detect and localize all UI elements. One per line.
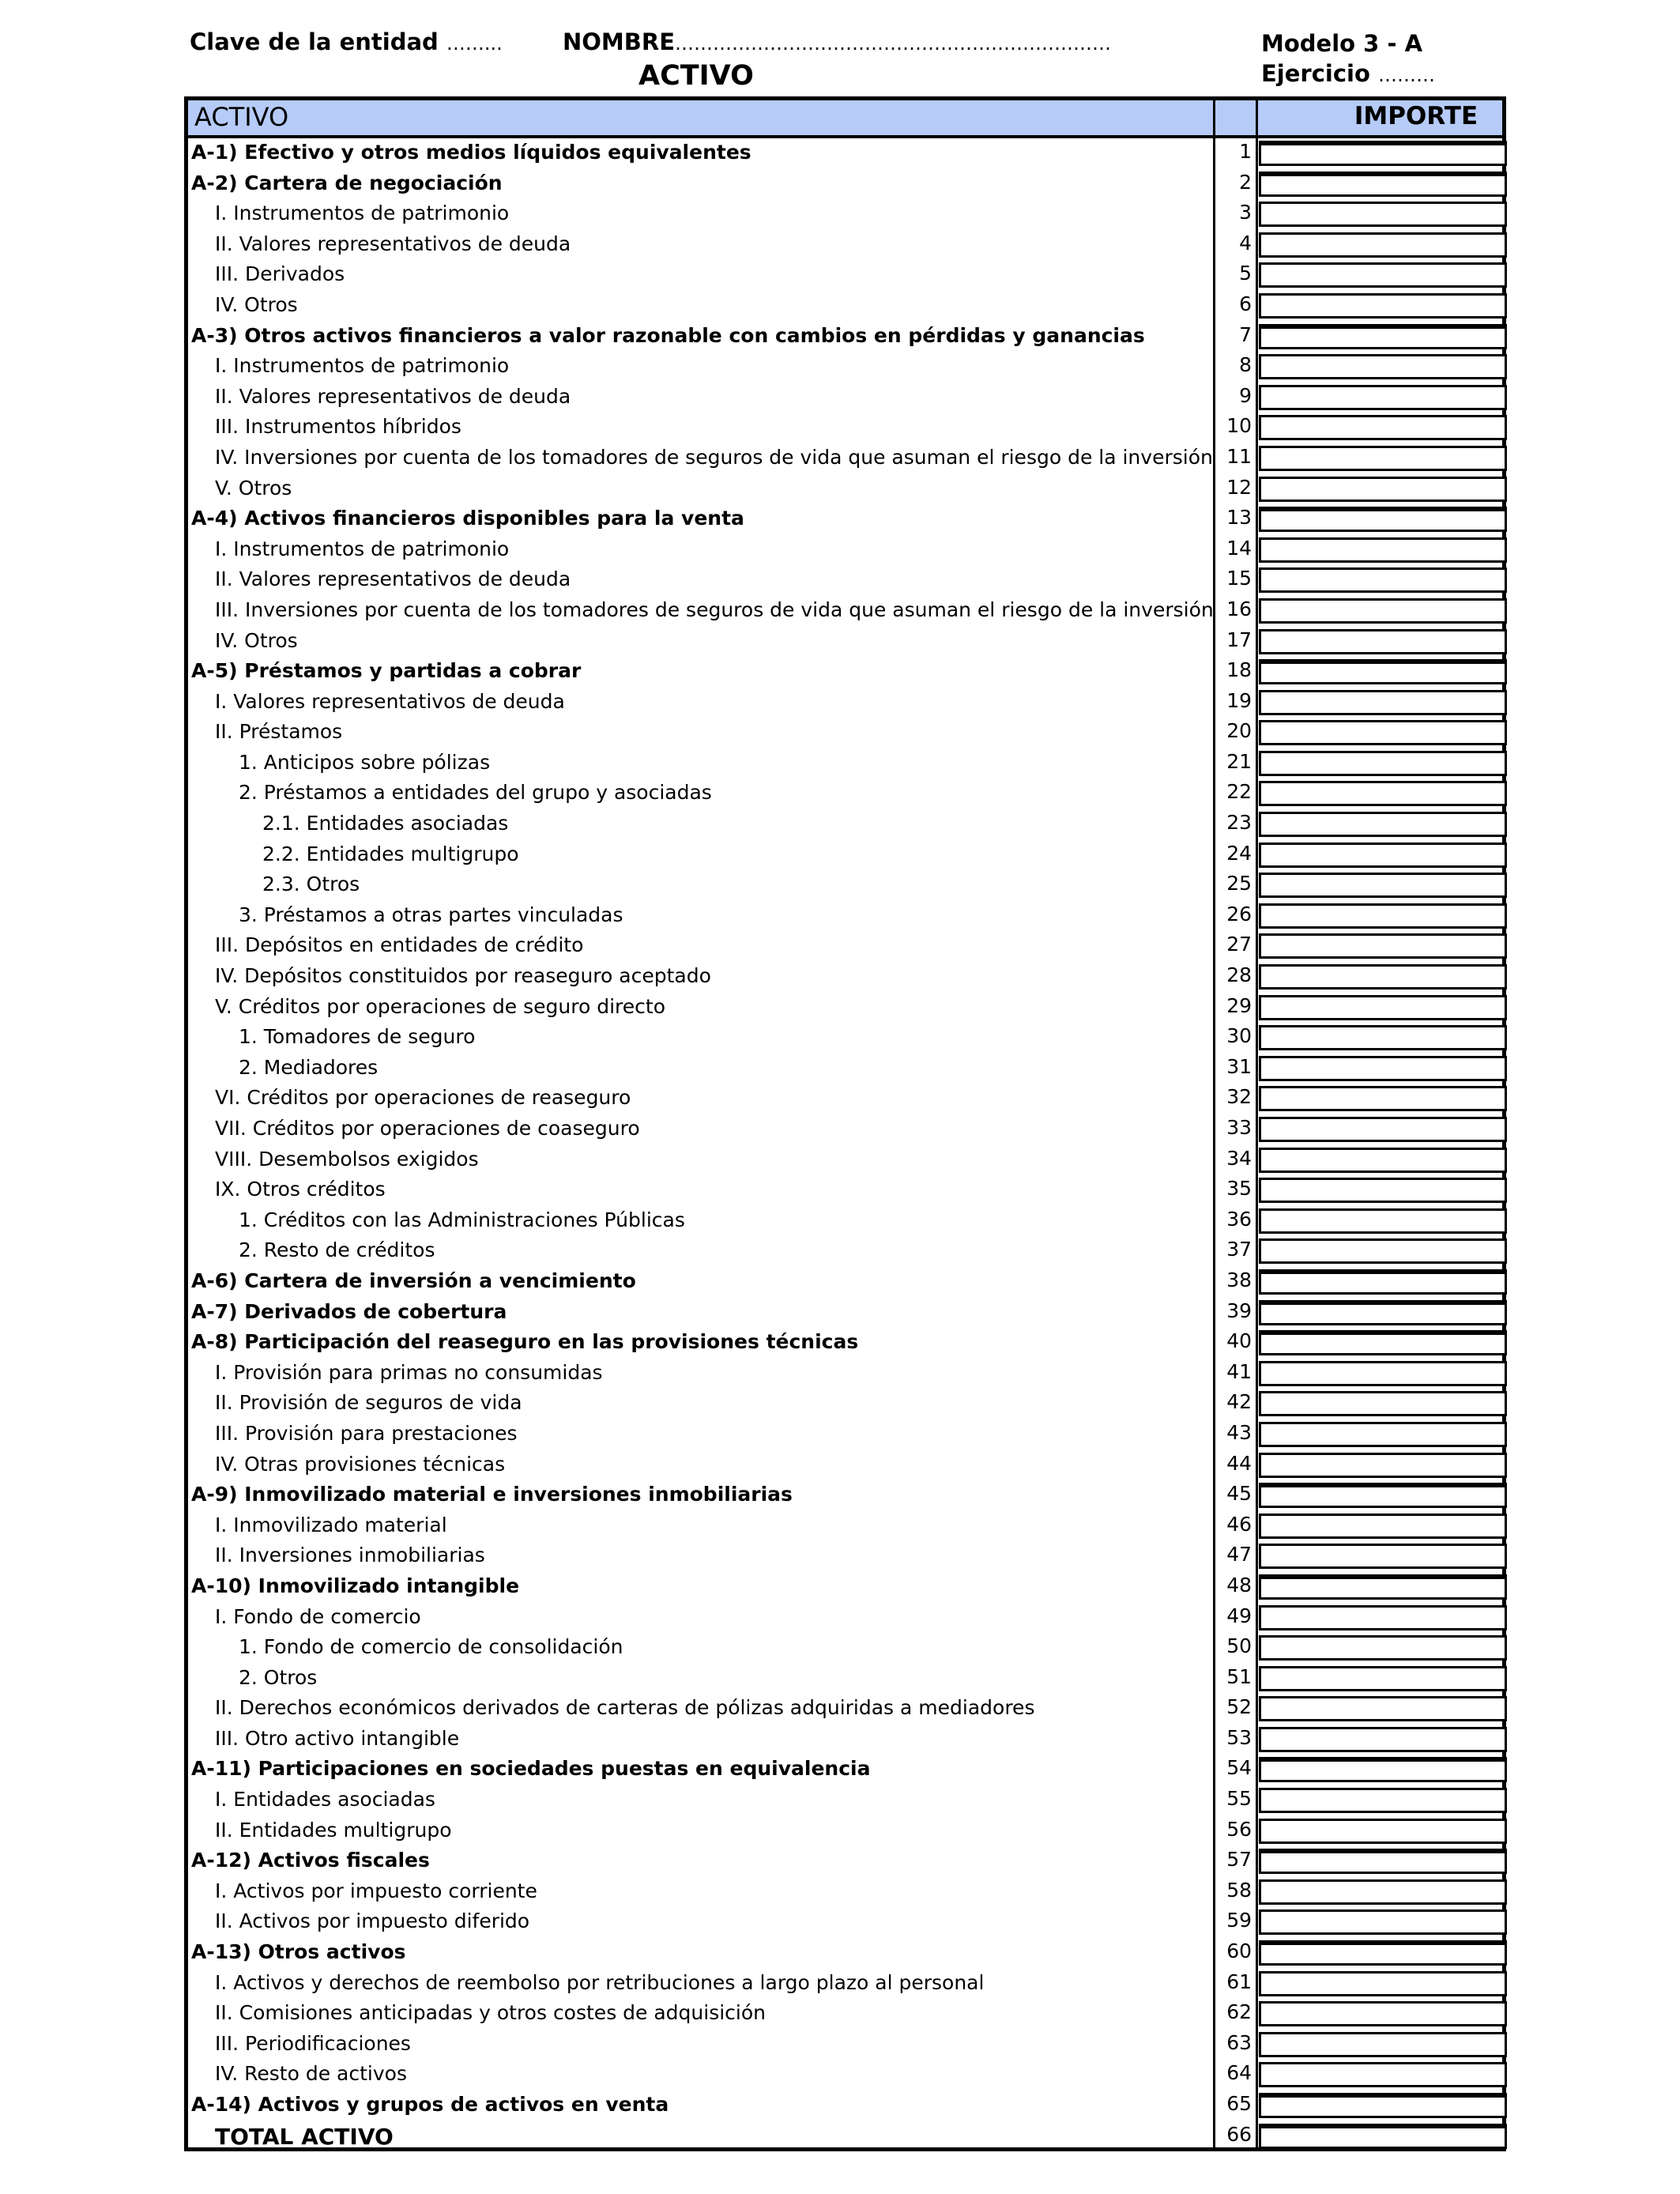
row-number: 58 [1226, 1878, 1252, 1902]
importe-input[interactable] [1259, 812, 1507, 837]
row-label: A-2) Cartera de negociación [191, 171, 503, 194]
row-label: A-9) Inmovilizado material e inversiones inmobiliarias [191, 1483, 793, 1506]
table-row [188, 260, 1502, 291]
table-row [188, 1298, 1502, 1329]
row-label: A-11) Participaciones en sociedades puestas en equivalencia [191, 1757, 871, 1781]
row-number: 30 [1226, 1024, 1252, 1048]
row-label: I. Activos y derechos de reembolso por retribuciones a largo plazo al personal [215, 1970, 985, 1994]
row-label: II. Valores representativos de deuda [215, 567, 571, 591]
table-row [188, 1785, 1502, 1816]
row-number: 31 [1226, 1054, 1252, 1078]
table-row [188, 1023, 1502, 1054]
table-row [188, 1999, 1502, 2030]
importe-input[interactable] [1259, 2032, 1507, 2057]
row-label: I. Entidades asociadas [215, 1788, 435, 1811]
row-label: I. Fondo de comercio [215, 1604, 421, 1628]
row-number: 63 [1226, 2030, 1252, 2054]
importe-input[interactable] [1259, 1238, 1507, 1264]
importe-input[interactable] [1259, 2093, 1507, 2118]
table-row [188, 1541, 1502, 1572]
row-number: 1 [1239, 140, 1252, 163]
importe-input[interactable] [1259, 903, 1507, 929]
importe-input[interactable] [1259, 1483, 1507, 1508]
row-label: II. Comisiones anticipadas y otros costes de adquisición [215, 2001, 767, 2025]
row-label: 1. Anticipos sobre pólizas [239, 750, 491, 774]
row-label: 2. Préstamos a entidades del grupo y asociadas [239, 781, 712, 805]
table-row [188, 1145, 1502, 1176]
row-label: 2. Otros [239, 1665, 318, 1689]
importe-input[interactable] [1259, 1025, 1507, 1050]
table-row [188, 1816, 1502, 1847]
table-row [188, 718, 1502, 748]
row-number: 60 [1226, 1940, 1252, 1963]
table-row [188, 2030, 1502, 2060]
row-number: 18 [1226, 658, 1252, 682]
row-number: 11 [1226, 444, 1252, 468]
row-label: II. Valores representativos de deuda [215, 384, 571, 408]
importe-input[interactable] [1259, 1117, 1507, 1142]
row-number: 43 [1226, 1420, 1252, 1444]
row-number: 34 [1226, 1146, 1252, 1170]
importe-input[interactable] [1259, 1574, 1507, 1600]
row-number: 40 [1226, 1329, 1252, 1353]
importe-input[interactable] [1259, 172, 1507, 197]
importe-input[interactable] [1259, 202, 1507, 227]
importe-input[interactable] [1259, 873, 1507, 898]
nombre-dots: …………………………………………………………… [675, 32, 1112, 55]
row-number: 13 [1226, 506, 1252, 530]
table-row [188, 1206, 1502, 1237]
row-number: 29 [1226, 993, 1252, 1017]
row-number: 24 [1226, 841, 1252, 865]
importe-input[interactable] [1259, 659, 1507, 684]
importe-input[interactable] [1259, 1909, 1507, 1935]
importe-input[interactable] [1259, 964, 1507, 990]
importe-input[interactable] [1259, 1971, 1507, 1996]
row-label: IV. Inversiones por cuenta de los tomadores de seguros de vida que asuman el riesgo de la inversión [215, 445, 1213, 469]
table-row [188, 138, 1502, 169]
table-row [188, 993, 1502, 1023]
row-number: 62 [1226, 2000, 1252, 2024]
row-number: 6 [1239, 292, 1252, 315]
ejercicio-label: Ejercicio [1261, 60, 1370, 87]
row-number: 66 [1226, 2122, 1252, 2146]
row-label: TOTAL ACTIVO [215, 2123, 394, 2150]
importe-input[interactable] [1259, 720, 1507, 745]
table-row [188, 199, 1502, 230]
importe-input[interactable] [1259, 1696, 1507, 1721]
importe-input[interactable] [1259, 690, 1507, 715]
row-label: 1. Fondo de comercio de consolidación [239, 1635, 623, 1659]
table-row [188, 1267, 1502, 1298]
row-number: 54 [1226, 1756, 1252, 1780]
importe-input[interactable] [1259, 781, 1507, 806]
row-label: A-14) Activos y grupos de activos en venta [191, 2093, 669, 2116]
importe-input[interactable] [1259, 1879, 1507, 1905]
row-number: 22 [1226, 780, 1252, 804]
clave-dots: ……... [446, 32, 503, 55]
row-number: 37 [1226, 1238, 1252, 1261]
row-label: VII. Créditos por operaciones de coaseguro [215, 1117, 640, 1140]
nombre-label: NOMBRE [563, 28, 676, 55]
table-row [188, 1694, 1502, 1725]
importe-input[interactable] [1259, 385, 1507, 410]
row-label: VIII. Desembolsos exigidos [215, 1147, 479, 1171]
row-number: 38 [1226, 1268, 1252, 1291]
row-number: 23 [1226, 811, 1252, 835]
importe-input[interactable] [1259, 1544, 1507, 1569]
table-row [188, 169, 1502, 200]
importe-input[interactable] [1259, 1300, 1507, 1325]
importe-input[interactable] [1259, 843, 1507, 868]
importe-input[interactable] [1259, 1056, 1507, 1081]
importe-input[interactable] [1259, 477, 1507, 502]
table-row [188, 230, 1502, 261]
importe-input[interactable] [1259, 2062, 1507, 2087]
row-number: 28 [1226, 963, 1252, 987]
table-row [188, 383, 1502, 413]
row-number: 59 [1226, 1909, 1252, 1932]
header-ejercicio [1261, 60, 1435, 87]
row-number: 48 [1226, 1573, 1252, 1596]
row-label: I. Instrumentos de patrimonio [215, 202, 510, 225]
row-number: 3 [1239, 201, 1252, 224]
table-row [188, 1938, 1502, 1969]
table-row [188, 778, 1502, 809]
row-number: 12 [1226, 475, 1252, 499]
importe-input[interactable] [1259, 1727, 1507, 1752]
importe-input[interactable] [1259, 293, 1507, 319]
row-label: III. Periodificaciones [215, 2031, 411, 2055]
table-row [188, 352, 1502, 383]
table-row [188, 870, 1502, 901]
row-label: 2. Mediadores [239, 1055, 379, 1079]
table-row [188, 504, 1502, 535]
row-number: 17 [1226, 628, 1252, 651]
importe-input[interactable] [1259, 1086, 1507, 1111]
activo-table [184, 96, 1506, 2151]
importe-input[interactable] [1259, 1453, 1507, 1478]
row-number: 15 [1226, 567, 1252, 590]
column-header-importe: IMPORTE [1354, 102, 1478, 130]
table-row [188, 413, 1502, 443]
importe-input[interactable] [1259, 751, 1507, 776]
table-row [188, 627, 1502, 658]
column-header-activo: ACTIVO [194, 102, 289, 132]
row-number: 49 [1226, 1604, 1252, 1627]
row-number: 65 [1226, 2092, 1252, 2115]
importe-input[interactable] [1259, 598, 1507, 624]
importe-input[interactable] [1259, 995, 1507, 1020]
importe-input[interactable] [1259, 232, 1507, 258]
row-number: 27 [1226, 933, 1252, 956]
row-number: 26 [1226, 902, 1252, 925]
row-number: 25 [1226, 872, 1252, 895]
importe-input[interactable] [1259, 1605, 1507, 1630]
row-number: 21 [1226, 749, 1252, 773]
table-row [188, 840, 1502, 871]
table-row [188, 1664, 1502, 1695]
row-number: 10 [1226, 414, 1252, 438]
row-label: 1. Créditos con las Administraciones Públicas [239, 1208, 685, 1231]
row-label: IV. Depósitos constituidos por reaseguro aceptado [215, 964, 711, 988]
table-row [188, 1572, 1502, 1603]
row-label: IX. Otros créditos [215, 1178, 386, 1201]
importe-input[interactable] [1259, 1391, 1507, 1416]
table-row [188, 443, 1502, 474]
table-row [188, 291, 1502, 322]
importe-input[interactable] [1259, 1788, 1507, 1813]
importe-input[interactable] [1259, 933, 1507, 959]
row-number: 57 [1226, 1848, 1252, 1872]
row-label: A-7) Derivados de cobertura [191, 1299, 507, 1323]
table-row [188, 1084, 1502, 1114]
row-label: II. Valores representativos de deuda [215, 232, 571, 255]
row-number: 7 [1239, 322, 1252, 346]
row-label: 2.2. Entidades multigrupo [262, 842, 519, 865]
row-label: A-10) Inmovilizado intangible [191, 1574, 520, 1597]
row-label: A-6) Cartera de inversión a vencimiento [191, 1269, 636, 1292]
table-row [188, 748, 1502, 779]
table-row [188, 2121, 1502, 2152]
importe-input[interactable] [1259, 446, 1507, 471]
row-number: 45 [1226, 1482, 1252, 1506]
table-row [188, 1359, 1502, 1389]
table-row [188, 1755, 1502, 1785]
row-label: II. Entidades multigrupo [215, 1818, 452, 1842]
table-row [188, 1480, 1502, 1511]
table-row [188, 1907, 1502, 1938]
row-label: IV. Otros [215, 628, 298, 652]
importe-input[interactable] [1259, 537, 1507, 563]
row-number: 47 [1226, 1543, 1252, 1566]
modelo-label: Modelo 3 - A [1261, 30, 1423, 57]
importe-input[interactable] [1259, 1666, 1507, 1691]
row-label: A-3) Otros activos financieros a valor razonable con cambios en pérdidas y ganancias [191, 323, 1145, 347]
row-number: 16 [1226, 597, 1252, 620]
row-number: 53 [1226, 1725, 1252, 1749]
importe-input[interactable] [1259, 141, 1507, 166]
row-label: IV. Otras provisiones técnicas [215, 1452, 506, 1476]
importe-input[interactable] [1259, 1635, 1507, 1661]
importe-input[interactable] [1259, 1757, 1507, 1782]
row-number: 56 [1226, 1817, 1252, 1841]
row-label: A-13) Otros activos [191, 1940, 406, 1964]
header-nombre [563, 28, 1111, 55]
table-header [188, 100, 1502, 138]
table-row [188, 1389, 1502, 1419]
table-row [188, 474, 1502, 505]
row-label: III. Instrumentos híbridos [215, 415, 461, 439]
table-row [188, 688, 1502, 718]
importe-input[interactable] [1259, 567, 1507, 593]
importe-input[interactable] [1259, 1514, 1507, 1539]
table-row [188, 1054, 1502, 1084]
row-number: 61 [1226, 1970, 1252, 1993]
row-label: III. Depósitos en entidades de crédito [215, 933, 584, 957]
row-label: A-4) Activos financieros disponibles para la venta [191, 507, 744, 530]
row-number: 41 [1226, 1359, 1252, 1383]
table-row [188, 535, 1502, 566]
row-number: 35 [1226, 1177, 1252, 1201]
row-number: 20 [1226, 719, 1252, 743]
header-clave [190, 28, 503, 55]
importe-input[interactable] [1259, 1422, 1507, 1447]
table-row [188, 1511, 1502, 1542]
row-label: I. Activos por impuesto corriente [215, 1879, 537, 1902]
importe-input[interactable] [1259, 1269, 1507, 1295]
row-label: 2. Resto de créditos [239, 1238, 435, 1262]
table-row [188, 2090, 1502, 2121]
row-number: 52 [1226, 1695, 1252, 1719]
table-row [188, 657, 1502, 688]
row-label: II. Derechos económicos derivados de carteras de pólizas adquiridas a mediadores [215, 1696, 1035, 1720]
row-label: III. Inversiones por cuenta de los tomadores de seguros de vida que asuman el riesgo de la inversión [215, 598, 1214, 621]
table-row [188, 1419, 1502, 1450]
ejercicio-dots: ……… [1378, 64, 1436, 86]
row-number: 5 [1239, 262, 1252, 285]
row-number: 64 [1226, 2061, 1252, 2085]
importe-input[interactable] [1259, 354, 1507, 379]
table-row [188, 1450, 1502, 1481]
importe-input[interactable] [1259, 1819, 1507, 1844]
row-label: 3. Préstamos a otras partes vinculadas [239, 903, 623, 926]
table-row [188, 1877, 1502, 1908]
row-number: 50 [1226, 1634, 1252, 1658]
row-label: III. Derivados [215, 262, 345, 286]
importe-input[interactable] [1259, 324, 1507, 349]
row-number: 36 [1226, 1207, 1252, 1231]
table-row [188, 1969, 1502, 2000]
table-row [188, 322, 1502, 352]
row-number: 55 [1226, 1787, 1252, 1811]
row-label: III. Provisión para prestaciones [215, 1421, 518, 1445]
clave-label: Clave de la entidad [190, 28, 439, 55]
table-row [188, 901, 1502, 932]
importe-input[interactable] [1259, 1330, 1507, 1355]
table-row [188, 1175, 1502, 1206]
row-number: 39 [1226, 1299, 1252, 1322]
row-number: 4 [1239, 231, 1252, 254]
row-label: I. Provisión para primas no consumidas [215, 1360, 603, 1384]
table-row [188, 962, 1502, 993]
row-number: 9 [1239, 383, 1252, 407]
row-label: II. Préstamos [215, 720, 343, 744]
table-row [188, 596, 1502, 627]
row-number: 8 [1239, 353, 1252, 377]
table-row [188, 809, 1502, 840]
table-row [188, 1328, 1502, 1359]
table-row [188, 1846, 1502, 1877]
row-label: 2.3. Otros [262, 873, 360, 896]
row-number: 33 [1226, 1116, 1252, 1139]
row-label: A-8) Participación del reaseguro en las provisiones técnicas [191, 1330, 859, 1354]
row-label: V. Otros [215, 476, 292, 499]
row-label: A-1) Efectivo y otros medios líquidos equivalentes [191, 141, 751, 164]
importe-input[interactable] [1259, 1940, 1507, 1966]
table-row [188, 565, 1502, 596]
row-number: 51 [1226, 1664, 1252, 1688]
table-row [188, 1725, 1502, 1755]
row-label: III. Otro activo intangible [215, 1726, 460, 1750]
row-label: II. Inversiones inmobiliarias [215, 1544, 485, 1567]
row-label: I. Valores representativos de deuda [215, 689, 565, 713]
row-label: VI. Créditos por operaciones de reaseguro [215, 1086, 631, 1110]
row-label: IV. Otros [215, 292, 298, 316]
importe-input[interactable] [1259, 1849, 1507, 1874]
importe-input[interactable] [1259, 2124, 1507, 2149]
importe-input[interactable] [1259, 1208, 1507, 1234]
importe-input[interactable] [1259, 415, 1507, 440]
row-number: 46 [1226, 1512, 1252, 1536]
importe-input[interactable] [1259, 1148, 1507, 1173]
row-number: 42 [1226, 1390, 1252, 1414]
table-body [188, 138, 1502, 2151]
row-number: 19 [1226, 688, 1252, 712]
importe-input[interactable] [1259, 1361, 1507, 1386]
row-label: IV. Resto de activos [215, 2062, 407, 2086]
table-row [188, 1603, 1502, 1634]
row-label: A-12) Activos fiscales [191, 1849, 430, 1872]
row-label: II. Activos por impuesto diferido [215, 1909, 530, 1933]
row-number: 14 [1226, 536, 1252, 560]
table-row [188, 2060, 1502, 2090]
row-label: II. Provisión de seguros de vida [215, 1391, 522, 1415]
importe-input[interactable] [1259, 629, 1507, 654]
row-number: 32 [1226, 1085, 1252, 1109]
row-label: V. Créditos por operaciones de seguro directo [215, 994, 665, 1018]
importe-input[interactable] [1259, 1178, 1507, 1203]
row-label: I. Instrumentos de patrimonio [215, 537, 510, 560]
importe-input[interactable] [1259, 2001, 1507, 2026]
row-label: 2.1. Entidades asociadas [262, 812, 509, 835]
row-label: A-5) Préstamos y partidas a cobrar [191, 659, 582, 683]
table-row [188, 1633, 1502, 1664]
importe-input[interactable] [1259, 262, 1507, 288]
row-number: 2 [1239, 170, 1252, 194]
row-label: 1. Tomadores de seguro [239, 1025, 476, 1049]
table-row [188, 1236, 1502, 1267]
table-row [188, 1114, 1502, 1145]
page-title: ACTIVO [638, 60, 754, 92]
row-label: I. Instrumentos de patrimonio [215, 354, 510, 378]
table-row [188, 931, 1502, 962]
importe-input[interactable] [1259, 507, 1507, 532]
row-number: 44 [1226, 1451, 1252, 1475]
row-label: I. Inmovilizado material [215, 1513, 447, 1536]
